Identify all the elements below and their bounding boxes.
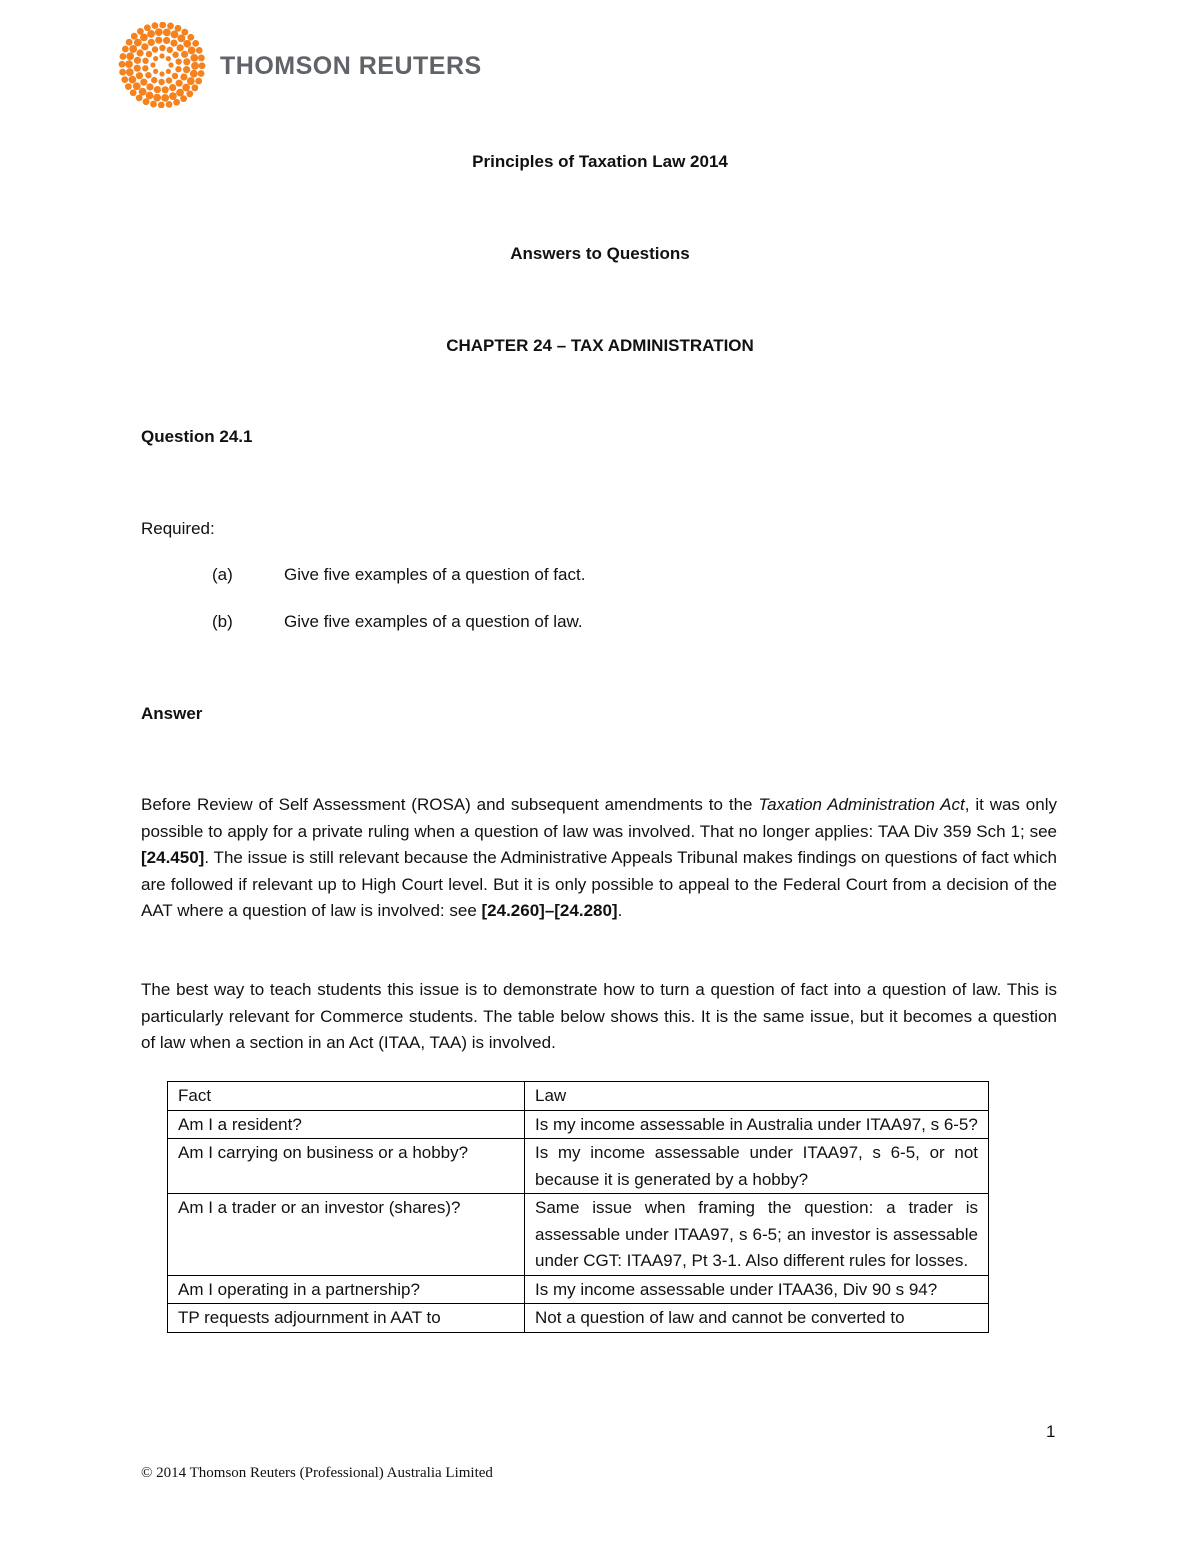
act-name: Taxation Administration Act: [758, 795, 965, 814]
logo-dot: [140, 33, 148, 41]
table-row: [168, 1275, 989, 1304]
answer-paragraph-2: The best way to teach students this issue is to demonstrate how to turn a question of fact into a question of law. This is particularly relevant for Commerce students. The table below shows this. It is the same issue, but it becomes a question of law when a section in an Act (ITAA, TAA) is involved.: [141, 980, 1057, 1052]
p1-text-1: Before Review of Self Assessment (ROSA) and subsequent amendments to the: [141, 795, 759, 814]
logo-dot: [152, 46, 158, 52]
logo-dot: [166, 56, 171, 61]
logo-dot: [181, 29, 188, 36]
logo-dot: [198, 55, 205, 62]
logo-dot: [136, 49, 143, 56]
logo-dot: [155, 28, 163, 36]
logo-dot: [153, 94, 161, 102]
logo-dot: [163, 28, 171, 36]
brand-name: THOMSON REUTERS: [220, 52, 482, 80]
logo-dot: [172, 52, 178, 58]
logo-dot: [192, 40, 199, 47]
logo-dot: [150, 62, 155, 67]
logo-dot: [182, 84, 190, 92]
paragraph-reference: [24.260]–[24.280]: [481, 901, 618, 920]
logo-dot: [119, 69, 126, 76]
chapter-heading: CHAPTER 24 – TAX ADMINISTRATION: [446, 336, 754, 355]
law-cell: Is my income assessable in Australia under ITAA97, s 6-5?: [525, 1110, 989, 1139]
logo-dot: [166, 69, 171, 74]
logo-dot: [191, 62, 199, 70]
logo-dot: [177, 44, 184, 51]
document-subtitle: Answers to Questions: [510, 244, 690, 263]
logo-dot: [158, 102, 165, 108]
logo-dot: [159, 53, 164, 58]
logo-dot: [142, 65, 148, 71]
logo-dot: [126, 39, 133, 46]
column-header-fact: Fact: [168, 1082, 525, 1111]
question-heading: Question 24.1: [141, 427, 253, 446]
logo-dot: [183, 58, 190, 65]
logo-dot: [167, 23, 174, 30]
logo-dot: [162, 86, 169, 93]
logo-dot: [129, 45, 137, 53]
logo-dot: [137, 28, 144, 35]
logo-dot: [120, 53, 127, 60]
logo-dot: [180, 95, 187, 102]
logo-dot: [176, 80, 183, 87]
logo-dot: [144, 24, 151, 31]
answer-paragraph-1: [141, 792, 1057, 925]
fact-cell: Am I carrying on business or a hobby?: [168, 1139, 525, 1194]
logo-dot: [146, 51, 152, 57]
logo-dot: [126, 52, 134, 60]
logo-dot: [159, 71, 164, 76]
logo-dot: [166, 101, 173, 108]
logo-dot: [134, 57, 141, 64]
logo-dot: [153, 56, 158, 61]
logo-dot: [146, 83, 153, 90]
law-cell: Not a question of law and cannot be converted to: [525, 1304, 989, 1333]
logo-dot: [146, 92, 154, 100]
logo-dot: [122, 46, 129, 53]
logo-dot: [142, 58, 148, 64]
logo-dot: [170, 39, 177, 46]
logo-dot: [181, 51, 188, 58]
p1-text-3: . The issue is still relevant because the Administrative Appeals Tribunal makes findings on questions of fact which are followed if relevant up to High Court level. But it is only possible to appeal to the Federal Court from a decision of the AAT where a question of law is involved: see: [141, 848, 1057, 920]
logo-dot: [183, 40, 191, 48]
logo-dot: [159, 45, 165, 51]
logo-dot: [150, 101, 157, 108]
logo-dot: [134, 39, 142, 47]
table-row: [168, 1194, 989, 1276]
page-number: 1: [1046, 1422, 1056, 1441]
question-item-b: [212, 612, 583, 632]
logo-dot: [136, 94, 143, 101]
logo-dot: [139, 88, 147, 96]
logo-dot: [195, 78, 202, 85]
logo-dot: [169, 92, 177, 100]
logo-dot: [151, 77, 157, 83]
logo-dot: [143, 98, 150, 105]
logo-dot: [161, 94, 169, 102]
logo-dot: [198, 70, 205, 77]
logo-dot: [178, 34, 186, 42]
item-text: Give five examples of a question of fact.: [284, 565, 586, 584]
law-cell: Same issue when framing the question: a trader is assessable under ITAA97, s 6-5; an investor is assessable under CGT: ITAA97, Pt 3-1. Also different rules for losses.: [525, 1194, 989, 1276]
logo-dot: [125, 83, 132, 90]
logo-dot: [147, 30, 155, 38]
logo-dot: [154, 86, 161, 93]
law-cell: Is my income assessable under ITAA36, Div 90 s 94?: [525, 1275, 989, 1304]
fact-cell: TP requests adjournment in AAT to: [168, 1304, 525, 1333]
law-cell: Is my income assessable under ITAA97, s 6-5, or not because it is generated by a hobby?: [525, 1139, 989, 1194]
logo-dot: [169, 84, 176, 91]
logo-dot: [183, 66, 190, 73]
logo-dot: [133, 82, 141, 90]
logo-dot: [148, 39, 155, 46]
logo-dot: [134, 65, 141, 72]
logo-dot: [168, 62, 173, 67]
logo-dot: [187, 77, 195, 85]
column-header-law: Law: [525, 1082, 989, 1111]
logo-dot: [166, 77, 172, 83]
logo-dot: [175, 58, 181, 64]
document-title: Principles of Taxation Law 2014: [472, 152, 728, 171]
table-header-row: [168, 1082, 989, 1111]
logo-dot: [159, 22, 166, 28]
paragraph-reference: [24.450]: [141, 848, 205, 867]
logo-dot: [153, 69, 158, 74]
logo-dot: [175, 25, 182, 32]
fact-law-table: [167, 1081, 989, 1333]
logo-dot: [175, 66, 181, 72]
logo-dot: [152, 22, 159, 29]
copyright-footer: © 2014 Thomson Reuters (Professional) Australia Limited: [141, 1465, 493, 1481]
logo-dots-icon: [116, 22, 208, 108]
logo-dot: [136, 72, 143, 79]
question-item-a: [212, 565, 586, 585]
logo-dot: [196, 47, 203, 54]
logo-dot: [191, 84, 198, 91]
table-row: [168, 1110, 989, 1139]
logo-dot: [141, 43, 148, 50]
logo-dot: [145, 72, 151, 78]
logo-dot: [186, 90, 193, 97]
logo-dot: [188, 47, 196, 55]
logo-dot: [126, 68, 134, 76]
logo-dot: [176, 89, 184, 97]
logo-dot: [121, 76, 128, 83]
logo-dot: [171, 31, 179, 39]
fact-cell: Am I operating in a partnership?: [168, 1275, 525, 1304]
logo-dot: [140, 79, 147, 86]
logo-dot: [187, 34, 194, 41]
p1-text-4: .: [617, 901, 623, 920]
logo-dot: [130, 89, 137, 96]
item-text: Give five examples of a question of law.: [284, 612, 583, 631]
fact-cell: Am I a trader or an investor (shares)?: [168, 1194, 525, 1276]
p1-text-2: , it was only possible to apply for a private ruling when a question of law was involved. That no longer applies: TAA Div 359 Sch 1; see: [141, 795, 1057, 841]
thomson-reuters-logo: [116, 22, 486, 108]
table-row: [168, 1139, 989, 1194]
logo-dot: [163, 37, 170, 44]
logo-dot: [158, 79, 164, 85]
logo-dot: [125, 60, 133, 68]
logo-dot: [199, 62, 206, 69]
table-row: [168, 1304, 989, 1333]
logo-dot: [131, 33, 138, 40]
logo-dot: [172, 73, 178, 79]
logo-dot: [180, 73, 187, 80]
required-label: Required:: [141, 519, 215, 538]
logo-dot: [190, 70, 198, 78]
logo-dot: [155, 37, 162, 44]
logo-dot: [129, 76, 137, 84]
item-marker: (a): [212, 565, 233, 584]
logo-dot: [173, 99, 180, 106]
answer-heading: Answer: [141, 704, 203, 723]
logo-dot: [119, 61, 126, 68]
item-marker: (b): [212, 612, 233, 631]
logo-dot: [190, 54, 198, 62]
logo-dot: [167, 47, 173, 53]
fact-cell: Am I a resident?: [168, 1110, 525, 1139]
